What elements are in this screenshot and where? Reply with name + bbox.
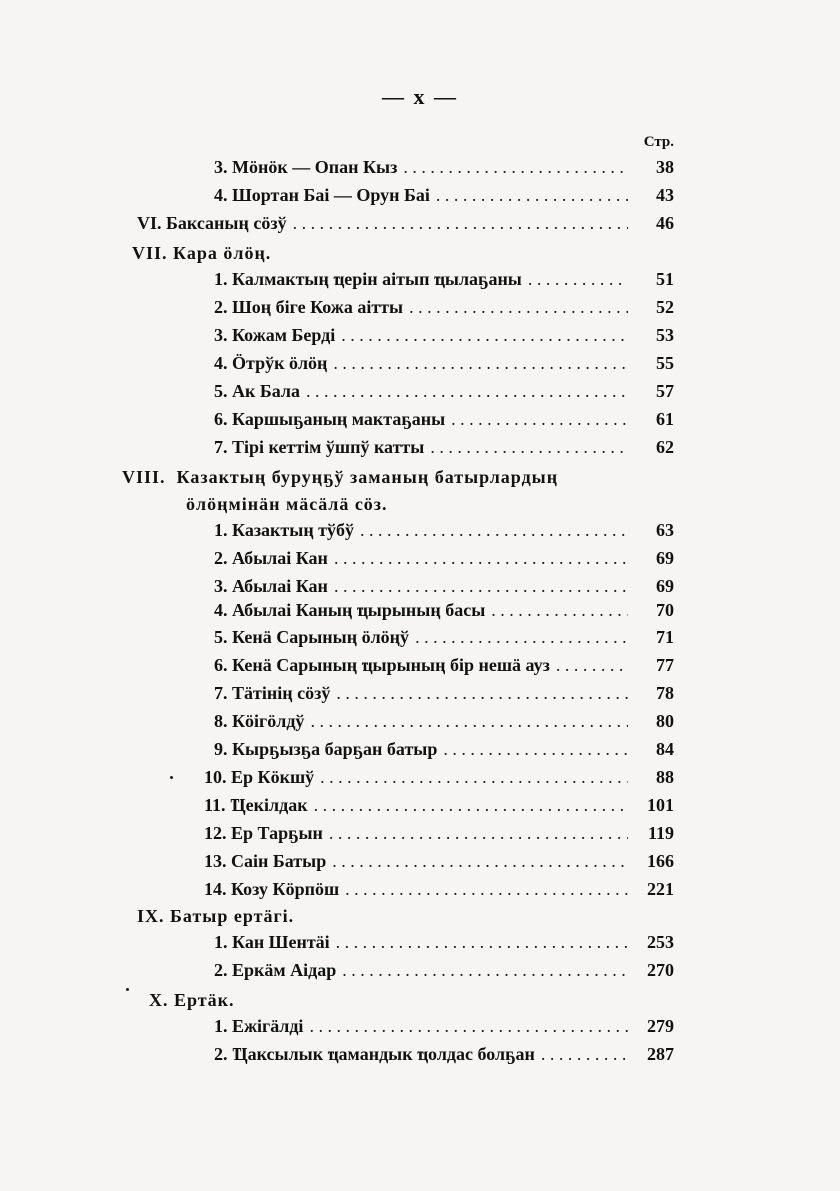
section-roman: VI. [137, 213, 162, 233]
section-roman: VII. [132, 243, 168, 263]
entry-page: 270 [647, 960, 674, 980]
dot-leader [415, 627, 628, 648]
entry-page: 221 [647, 879, 674, 899]
entry-page: 253 [647, 932, 674, 952]
dot-leader [332, 851, 628, 872]
entry-page: 38 [656, 157, 674, 177]
entry-number: 6. [214, 655, 228, 675]
toc-entry [214, 520, 674, 548]
entry-number: 7. [214, 437, 228, 457]
toc-entry [214, 381, 674, 409]
entry-title: Каршыҕаның мактаҕаны [232, 409, 446, 429]
section-roman: VIII. [122, 467, 166, 487]
dot-leader [451, 409, 628, 430]
entry-page: 53 [656, 325, 674, 345]
entry-title: Ер Тарҕын [231, 823, 323, 843]
entry-title: Калмактың ҵерін аітып ҵылаҕаны [232, 269, 522, 289]
dot-leader [436, 185, 628, 206]
entry-number: 12. [204, 823, 227, 843]
dot-leader [342, 960, 628, 981]
entry-title: Ҵаксылык ҵамандык ҵолдас болҕан [232, 1044, 535, 1064]
dot-leader [336, 683, 628, 704]
entry-page: 57 [656, 381, 674, 401]
entry-number: 9. [214, 739, 228, 759]
entry-number: 3. [214, 576, 228, 596]
entry-number: 5. [214, 381, 228, 401]
entry-page: 84 [656, 739, 674, 759]
toc-entry [214, 297, 674, 325]
toc-entry [214, 683, 674, 711]
dot-leader [541, 1044, 628, 1065]
dot-leader [491, 600, 628, 621]
dot-leader [345, 879, 628, 900]
entry-title: Абылаі Каның ҵырының басы [232, 600, 486, 620]
entry-number: 1. [214, 932, 228, 952]
toc-entry [214, 269, 674, 297]
section-title: Батыр ертӓгі. [170, 906, 295, 926]
entry-page: 69 [656, 548, 674, 568]
toc-entry [214, 711, 674, 739]
section-title-line1: Казактың буруңҕў заманың батырлардың [176, 467, 559, 487]
entry-page: 55 [656, 353, 674, 373]
dot-leader [329, 823, 628, 844]
dot-leader [320, 767, 628, 788]
entry-page: 63 [656, 520, 674, 540]
section-ix [137, 906, 294, 927]
entry-page: 77 [656, 655, 674, 675]
entry-title: Ҵекілдак [230, 795, 308, 815]
toc-entry [214, 1044, 674, 1072]
page-column-label: Стр. [643, 134, 674, 150]
dot-leader [306, 381, 628, 402]
section-title: Ертӓк. [174, 990, 235, 1010]
page-numeral: — x — [382, 84, 458, 109]
section-title: Кара ӧлӧң. [173, 243, 272, 263]
entry-page: 70 [656, 600, 674, 620]
entry-title: Абылаі Кан [232, 576, 328, 596]
section-viii [122, 467, 558, 488]
entry-number: 2. [214, 1044, 228, 1064]
dot-leader [528, 269, 628, 290]
entry-number: 10. [204, 767, 227, 787]
entry-page: 51 [656, 269, 674, 289]
entry-number: 1. [214, 520, 228, 540]
entry-title: Кырҕызҕа барҕан батыр [232, 739, 438, 759]
entry-number: 3. [214, 325, 228, 345]
entry-page: 80 [656, 711, 674, 731]
entry-title: Шоң біге Кожа аітты [232, 297, 404, 317]
toc-entry [214, 600, 674, 628]
dot-leader [360, 520, 628, 541]
toc-entry [204, 767, 674, 795]
entry-number: 8. [214, 711, 228, 731]
entry-title: Козу Кӧрпӧш [231, 879, 340, 899]
entry-title: Кан Шентӓі [232, 932, 330, 952]
entry-page: 69 [656, 576, 674, 596]
entry-number: 1. [214, 269, 228, 289]
toc-entry [204, 851, 674, 879]
dot-leader [314, 795, 628, 816]
entry-title: Абылаі Кан [232, 548, 328, 568]
entry-title: Тӓтінің сӧзў [232, 683, 331, 703]
entry-number: 4. [214, 185, 228, 205]
entry-number: 14. [204, 879, 227, 899]
entry-page: 101 [647, 795, 674, 815]
entry-title: Кенӓ Сарының ӧлӧңў [232, 627, 410, 647]
entry-number: 4. [214, 353, 228, 373]
section-roman: IX. [137, 906, 165, 926]
dot-leader [293, 213, 628, 234]
section-roman: X. [149, 990, 169, 1010]
dot-leader [430, 437, 628, 458]
entry-page: 78 [656, 683, 674, 703]
entry-number: 5. [214, 627, 228, 647]
entry-number: 1. [214, 1016, 228, 1036]
entry-number: 2. [214, 960, 228, 980]
entry-title: Мӧнӧк — Опан Кыз [232, 157, 398, 177]
section-x [149, 990, 235, 1011]
dot-leader [333, 353, 628, 374]
ink-speck [126, 988, 129, 991]
toc-entry [214, 739, 674, 767]
toc-entry [214, 437, 674, 465]
entry-page: 119 [647, 823, 674, 843]
entry-number: 4. [214, 600, 228, 620]
dot-leader [336, 932, 628, 953]
toc-entry [204, 879, 674, 907]
dot-leader [309, 1016, 628, 1037]
dot-leader [403, 157, 628, 178]
dot-leader [409, 297, 628, 318]
toc-entry [214, 157, 674, 185]
entry-number: 13. [204, 851, 227, 871]
entry-title: Ӧтрўк ӧлӧң [232, 353, 328, 373]
entry-page: 46 [656, 213, 674, 233]
entry-title: Тірі кеттім ўшпў катты [232, 437, 425, 457]
dot-leader [334, 548, 628, 569]
entry-title: Кенӓ Сарының ҵырының бір нешӓ ауз [232, 655, 550, 675]
entry-number: 2. [214, 297, 228, 317]
toc-entry [214, 353, 674, 381]
entry-page: 61 [656, 409, 674, 429]
toc-entry [214, 1016, 674, 1044]
entry-number: 3. [214, 157, 228, 177]
toc-entry [204, 795, 674, 823]
dot-leader [556, 655, 628, 676]
entry-number: 11. [204, 795, 226, 815]
dot-leader [443, 739, 628, 760]
entry-title: Еркӓм Аідар [232, 960, 337, 980]
entry-page: 62 [656, 437, 674, 457]
entry-page: 71 [656, 627, 674, 647]
entry-title: Ер Кӧкшў [231, 767, 315, 787]
toc-entry [214, 932, 674, 960]
entry-number: 6. [214, 409, 228, 429]
toc-entry [214, 627, 674, 655]
toc-entry [214, 960, 674, 988]
entry-title: Казактың тўбў [232, 520, 355, 540]
entry-page: 287 [647, 1044, 674, 1064]
section-vi [137, 213, 674, 241]
entry-page: 88 [656, 767, 674, 787]
toc-entry [204, 823, 674, 851]
section-vii [132, 243, 271, 264]
entry-title: Ежігӓлді [232, 1016, 304, 1036]
dot-leader [341, 325, 628, 346]
entry-title: Саін Батыр [231, 851, 327, 871]
toc-entry [214, 409, 674, 437]
toc-entry [214, 325, 674, 353]
entry-number: 7. [214, 683, 228, 703]
toc-entry [214, 185, 674, 213]
toc-entry [214, 655, 674, 683]
entry-page: 43 [656, 185, 674, 205]
dot-leader [310, 711, 628, 732]
entry-title: Шортан Баі — Орун Баі [232, 185, 430, 205]
dot-leader [334, 576, 628, 597]
entry-number: 2. [214, 548, 228, 568]
entry-page: 279 [647, 1016, 674, 1036]
ink-speck [170, 776, 173, 779]
entry-page: 52 [656, 297, 674, 317]
entry-title: Кӧігӧлдў [232, 711, 305, 731]
entry-title: Кожам Берді [232, 325, 336, 345]
section-title-line2: ӧлӧңмінӓн мӓсӓлӓ сӧз. [186, 494, 388, 514]
section-viii-continued [186, 494, 388, 515]
section-title: Баксаның сӧзў [166, 213, 287, 233]
entry-page: 166 [647, 851, 674, 871]
entry-title: Ак Бала [232, 381, 301, 401]
toc-entry [214, 548, 674, 576]
